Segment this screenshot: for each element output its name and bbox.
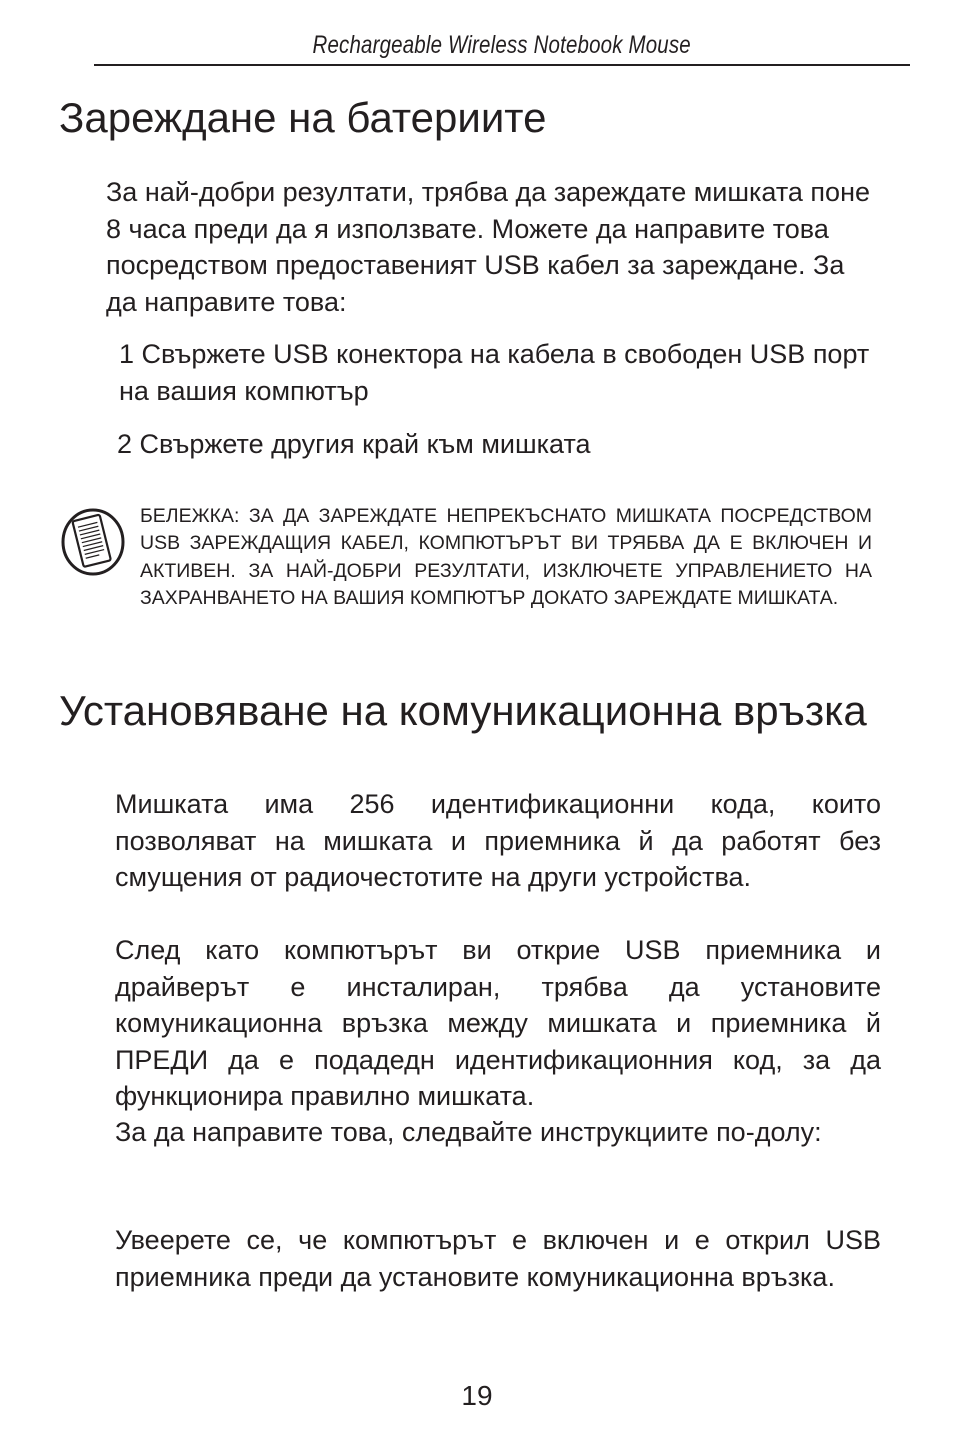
paragraph-after-driver-install: След като компютърът ви открие USB приемника и драйверът е инсталиран, трябва да установите комуникационна връзка между мишката и приемника й ПРЕДИ да е подадедн идентификационния код, за да функционира правилно мишката. <box>115 935 881 1111</box>
running-header <box>94 28 910 66</box>
page-number: 19 <box>461 1380 493 1411</box>
paragraph-identification-codes: Мишката има 256 идентификационни кода, които позволяват на мишката и приемника й да работят без смущения от радиочестотите на други устройства. <box>115 789 881 892</box>
step-2: 2 Свържете другия край към мишката <box>117 429 591 459</box>
step-1: 1 Свържете USB конектора на кабела в свободен USB порт на вашия компютър <box>119 339 870 406</box>
section-title-connection: Установяване на комуникационна връзка <box>59 687 867 734</box>
note-text: БЕЛЕЖКА: ЗА ДА ЗАРЕЖДАТЕ НЕПРЕКЪСНАТО МИШКАТА ПОСРЕДСТВОМ USB ЗАРЕЖДАЩИЯ КАБЕЛ, КОМПЮТЪРЪТ ВИ ТРЯБВА ДА Е ВКЛЮЧЕН И АКТИВЕН. ЗА НАЙ-ДОБРИ РЕЗУЛТАТИ, ИЗКЛЮЧЕТЕ УПРАВЛЕНИЕТО НА ЗАХРАНВАНЕТО НА ВАШИЯ КОМПЮТЪР ДОКАТО ЗАРЕЖДАТЕ МИШКАТА. <box>140 505 872 610</box>
paragraph-ensure-computer-on: Увеерете се, че компютърът е включен и е открил USB приемника преди да установите комуникационна връзка. <box>115 1225 881 1292</box>
header-title: Rechargeable Wireless Notebook Mouse <box>312 31 692 59</box>
intro-paragraph: За най-добри резултати, трябва да зареждате мишката поне 8 часа преди да я използвате. Можете да направите това посредством предоставеният USB кабел за зареждане. За да направите това: <box>106 177 870 317</box>
section-title-charging: Зареждане на батериите <box>59 94 547 141</box>
paragraph-follow-instructions: За да направите това, следвайте инструкциите по-долу: <box>115 1117 822 1147</box>
note-icon <box>60 505 128 577</box>
